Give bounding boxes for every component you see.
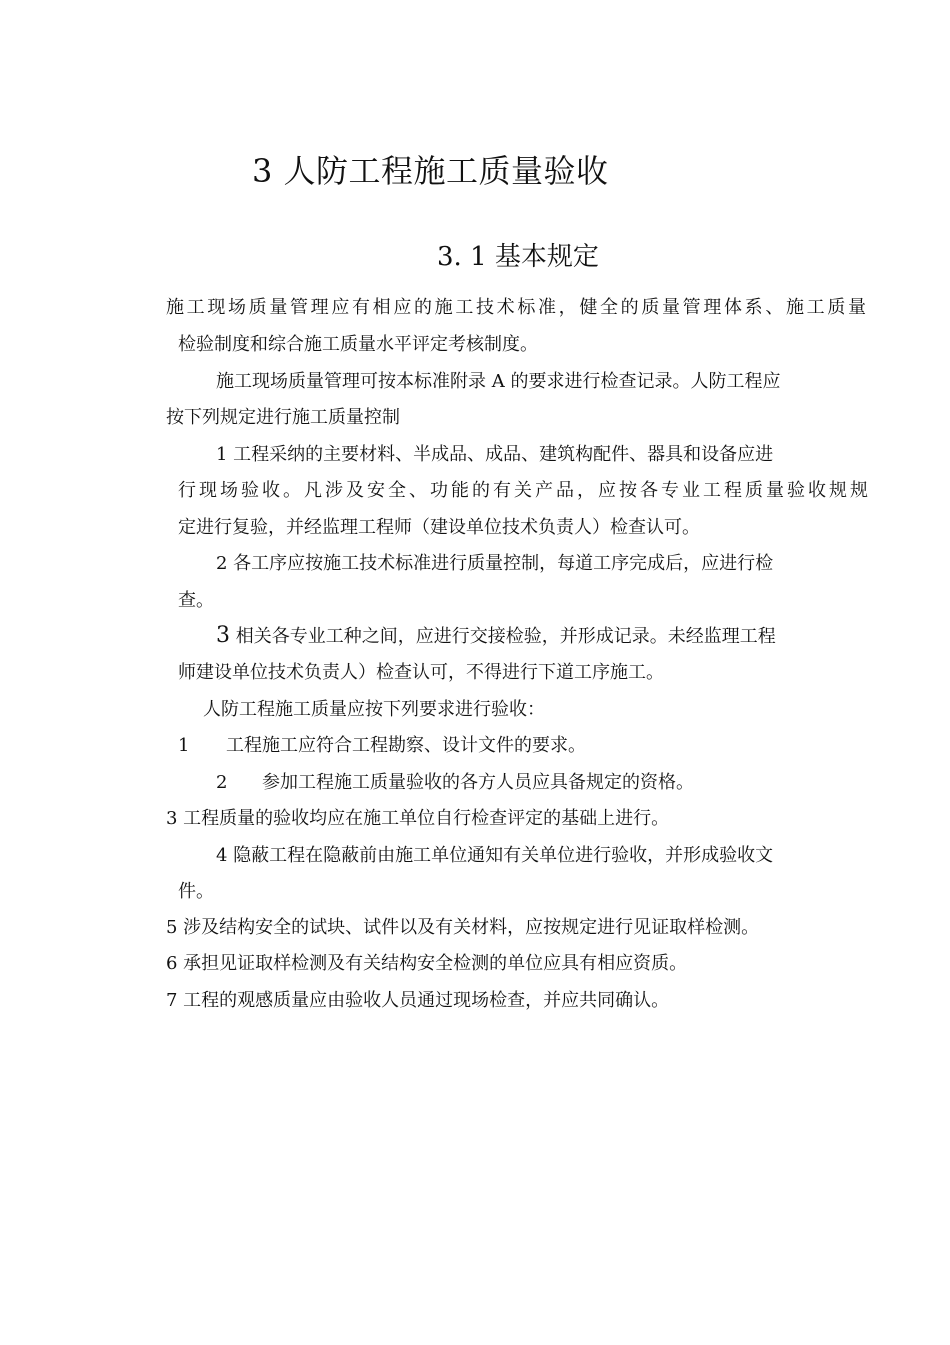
requirement-number: 1 (178, 735, 190, 756)
section-title: 3. 1 基本规定 (437, 242, 599, 272)
requirement-line: 6 承担见证取样检测及有关结构安全检测的单位应具有相应资质。 (166, 953, 688, 974)
list-item-line (216, 622, 776, 651)
requirement-line: 5 涉及结构安全的试块、试件以及有关材料，应按规定进行见证取样检测。 (166, 917, 760, 938)
list-item-line: 行现场验收。凡涉及安全、功能的有关产品，应按各专业工程质量验收规规 (178, 480, 868, 501)
list-item-line: 1 工程采纳的主要材料、半成品、成品、建筑构配件、器具和设备应进 (216, 444, 774, 465)
paragraph-line: 人防工程施工质量应按下列要求进行验收： (203, 699, 545, 720)
list-item-text: 相关各专业工种之间，应进行交接检验，并形成记录。未经监理工程 (230, 626, 776, 647)
paragraph-line: 检验制度和综合施工质量水平评定考核制度。 (178, 334, 538, 355)
requirement-number: 2 (216, 772, 228, 793)
list-item-line: 定进行复验，并经监理工程师（建设单位技术负责人）检查认可。 (178, 517, 700, 538)
chapter-title: 3 人防工程施工质量验收 (252, 152, 609, 190)
paragraph-line: 按下列规定进行施工质量控制 (166, 407, 400, 428)
requirement-line: 3 工程质量的验收均应在施工单位自行检查评定的基础上进行。 (166, 808, 670, 829)
list-item-line: 2 各工序应按施工技术标准进行质量控制，每道工序完成后，应进行检 (216, 553, 774, 574)
paragraph-line: 施工现场质量管理可按本标准附录 A 的要求进行检查记录。人防工程应 (216, 371, 781, 392)
paragraph-line: 施工现场质量管理应有相应的施工技术标准，健全的质量管理体系、施工质量 (166, 297, 866, 318)
list-item-line: 师建设单位技术负责人）检查认可，不得进行下道工序施工。 (178, 662, 664, 683)
requirement-text: 参加工程施工质量验收的各方人员应具备规定的资格。 (262, 772, 694, 793)
requirement-line: 7 工程的观感质量应由验收人员通过现场检查，并应共同确认。 (166, 990, 670, 1011)
requirement-line: 件。 (178, 881, 214, 902)
list-item-number: 3 (216, 623, 230, 648)
list-item-line: 查。 (178, 590, 214, 611)
requirement-line: 4 隐蔽工程在隐蔽前由施工单位通知有关单位进行验收，并形成验收文 (216, 845, 774, 866)
requirement-text: 工程施工应符合工程勘察、设计文件的要求。 (226, 735, 586, 756)
